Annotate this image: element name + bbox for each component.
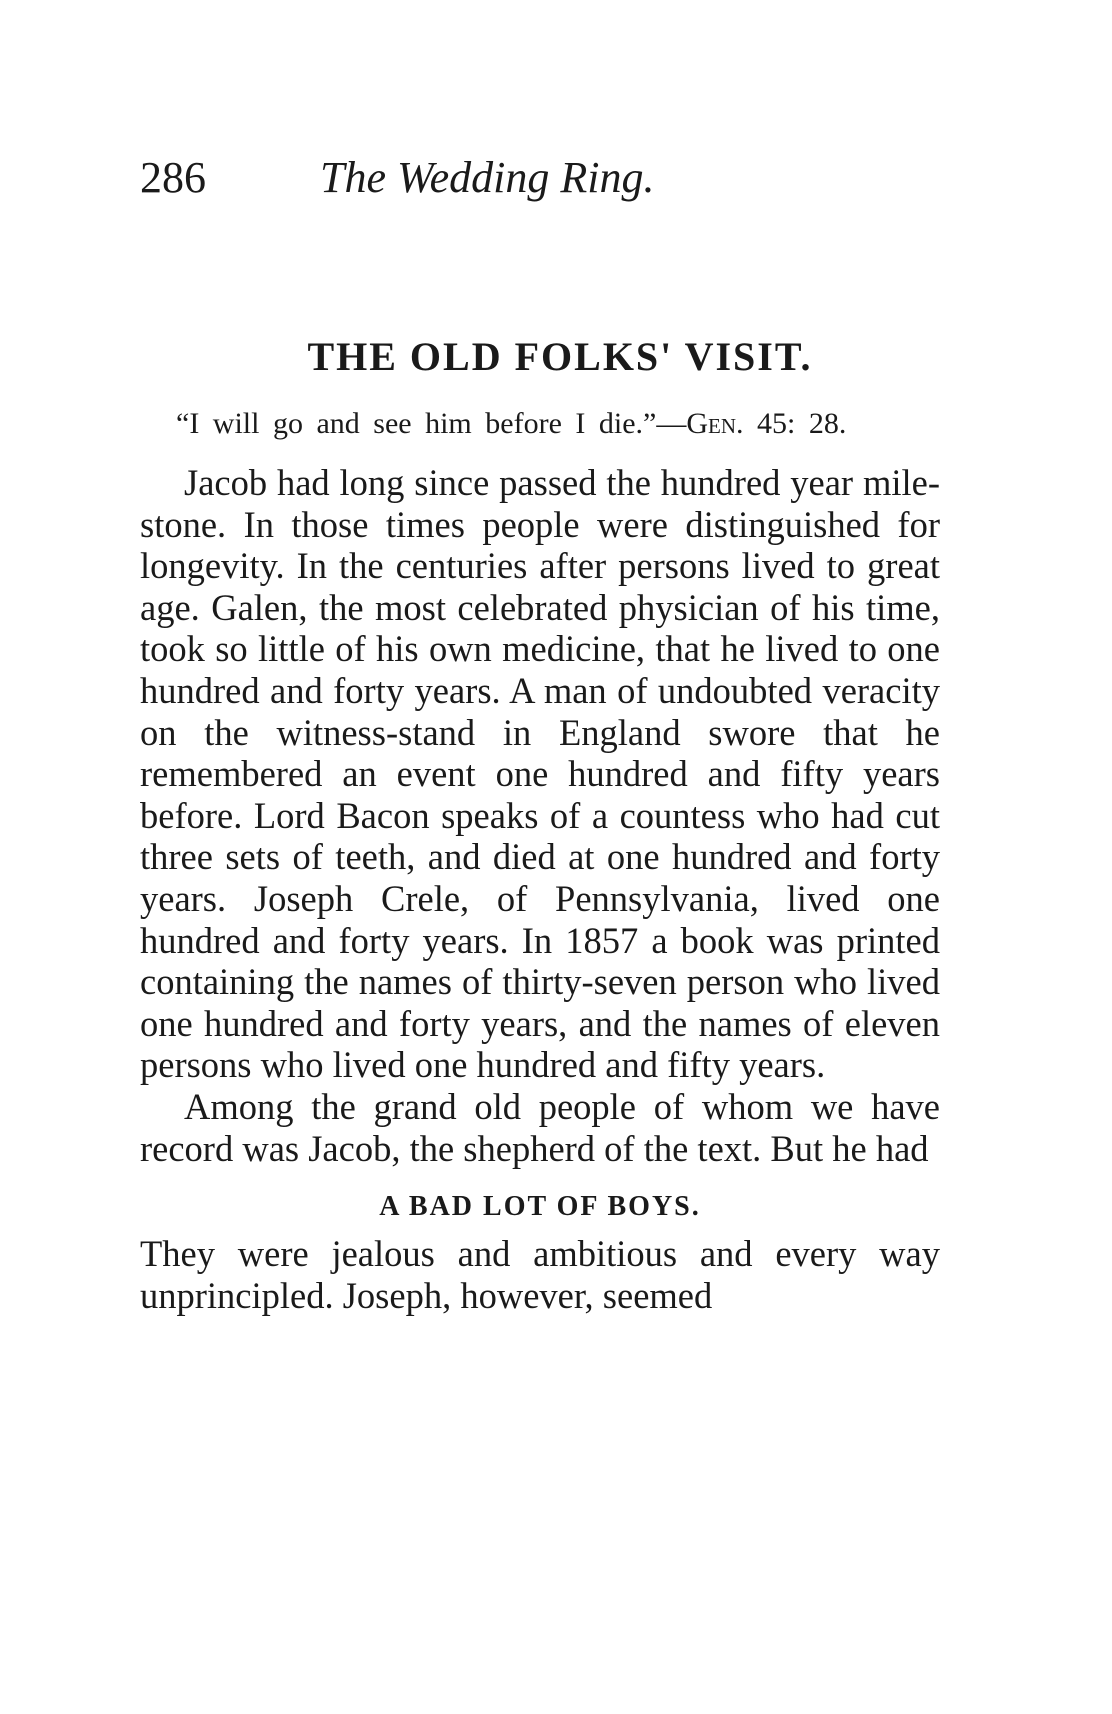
page-number: 286 — [140, 153, 206, 202]
epigraph-quote: “I will go and see him before I die.”— — [176, 407, 687, 440]
epigraph-source: Gen. — [686, 407, 744, 440]
body-paragraph-longevity: Jacob had long since passed the hundred year mile-stone. In those times people were distinguished for longevity. In the centuries after persons lived to great age. Galen, the most celebrated physician of his time, took so little of his own medicine, that he lived to one hundred and forty years. A man of undoubted veracity on the witness-stand in England swore that he remembered an event one hundred and fifty years before. Lord Bacon speaks of a countess who had cut three sets of teeth, and died at one hundred and forty years. Joseph Crele, of Pennsylvania, lived one hundred and forty years. In 1857 a book was printed containing the names of thirty-seven person who lived one hundred and forty years, and the names of eleven persons who lived one hundred and fifty years. — [140, 462, 940, 1086]
body-paragraph-boys: They were jealous and ambitious and every way unprincipled. Joseph, however, seemed — [140, 1233, 940, 1316]
chapter-title: THE OLD FOLKS' VISIT. — [307, 334, 813, 379]
body-paragraph-jacob: Among the grand old people of whom we have record was Jacob, the shepherd of the text. But he had — [140, 1085, 940, 1169]
page-header — [140, 148, 960, 208]
epigraph — [140, 404, 940, 444]
epigraph-reference: 45: 28. — [743, 407, 847, 440]
page-body — [140, 330, 940, 1316]
running-title: The Wedding Ring. — [320, 153, 655, 202]
section-heading: A BAD LOT OF BOYS. — [379, 1191, 701, 1223]
